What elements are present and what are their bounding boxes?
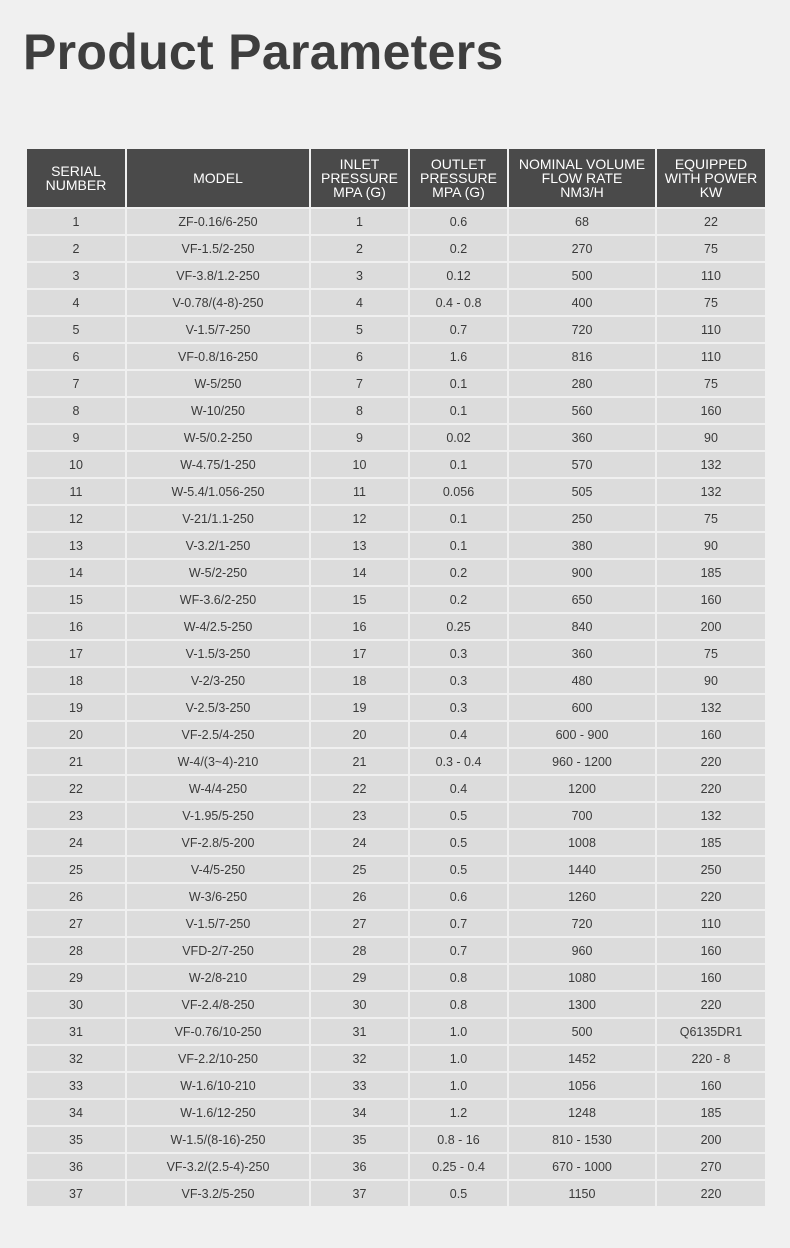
cell-serial-number: 29	[26, 964, 126, 991]
cell-inlet-pressure: 32	[310, 1045, 409, 1072]
cell-serial-number: 6	[26, 343, 126, 370]
cell-inlet-pressure: 5	[310, 316, 409, 343]
cell-outlet-pressure: 0.5	[409, 802, 508, 829]
column-header-line: NOMINAL VOLUME	[518, 156, 646, 172]
table-row	[26, 667, 766, 694]
table-row	[26, 1099, 766, 1126]
column-header-line: MPA (G)	[333, 184, 386, 200]
table-row	[26, 640, 766, 667]
cell-model: V-0.78/(4-8)-250	[126, 289, 310, 316]
table-row	[26, 424, 766, 451]
column-header-line: EQUIPPED	[674, 156, 748, 172]
cell-serial-number: 19	[26, 694, 126, 721]
cell-serial-number: 25	[26, 856, 126, 883]
cell-nominal-flow-rate: 1300	[508, 991, 656, 1018]
cell-model: VF-0.8/16-250	[126, 343, 310, 370]
cell-equipped-power: 75	[656, 289, 766, 316]
cell-model: VF-2.8/5-200	[126, 829, 310, 856]
column-header-serial-number	[26, 148, 126, 208]
cell-nominal-flow-rate: 600	[508, 694, 656, 721]
cell-inlet-pressure: 34	[310, 1099, 409, 1126]
cell-model: W-1.6/12-250	[126, 1099, 310, 1126]
cell-outlet-pressure: 0.02	[409, 424, 508, 451]
cell-equipped-power: 132	[656, 478, 766, 505]
cell-inlet-pressure: 13	[310, 532, 409, 559]
cell-nominal-flow-rate: 960 - 1200	[508, 748, 656, 775]
cell-serial-number: 5	[26, 316, 126, 343]
cell-inlet-pressure: 28	[310, 937, 409, 964]
table-row	[26, 829, 766, 856]
cell-outlet-pressure: 1.0	[409, 1045, 508, 1072]
cell-serial-number: 20	[26, 721, 126, 748]
column-header-line: KW	[699, 184, 723, 200]
cell-outlet-pressure: 0.5	[409, 829, 508, 856]
cell-nominal-flow-rate: 1150	[508, 1180, 656, 1207]
cell-equipped-power: 75	[656, 505, 766, 532]
cell-equipped-power: 185	[656, 829, 766, 856]
cell-equipped-power: 22	[656, 208, 766, 235]
cell-outlet-pressure: 0.1	[409, 532, 508, 559]
cell-inlet-pressure: 24	[310, 829, 409, 856]
table-row	[26, 1153, 766, 1180]
cell-inlet-pressure: 9	[310, 424, 409, 451]
cell-outlet-pressure: 0.6	[409, 883, 508, 910]
cell-equipped-power: 220	[656, 748, 766, 775]
cell-outlet-pressure: 0.4	[409, 775, 508, 802]
cell-outlet-pressure: 0.2	[409, 559, 508, 586]
cell-equipped-power: 132	[656, 694, 766, 721]
table-row	[26, 478, 766, 505]
cell-nominal-flow-rate: 840	[508, 613, 656, 640]
cell-serial-number: 33	[26, 1072, 126, 1099]
cell-model: W-4/4-250	[126, 775, 310, 802]
cell-nominal-flow-rate: 1080	[508, 964, 656, 991]
cell-model: V-1.95/5-250	[126, 802, 310, 829]
cell-nominal-flow-rate: 1200	[508, 775, 656, 802]
column-header-line: WITH POWER	[664, 170, 758, 186]
cell-serial-number: 3	[26, 262, 126, 289]
cell-nominal-flow-rate: 960	[508, 937, 656, 964]
cell-outlet-pressure: 0.6	[409, 208, 508, 235]
cell-nominal-flow-rate: 500	[508, 262, 656, 289]
cell-inlet-pressure: 10	[310, 451, 409, 478]
table-row	[26, 748, 766, 775]
cell-inlet-pressure: 29	[310, 964, 409, 991]
cell-equipped-power: 90	[656, 532, 766, 559]
cell-equipped-power: 160	[656, 397, 766, 424]
cell-outlet-pressure: 1.0	[409, 1018, 508, 1045]
cell-outlet-pressure: 0.2	[409, 235, 508, 262]
cell-serial-number: 4	[26, 289, 126, 316]
cell-equipped-power: 200	[656, 1126, 766, 1153]
table-row	[26, 856, 766, 883]
cell-outlet-pressure: 0.1	[409, 397, 508, 424]
cell-serial-number: 15	[26, 586, 126, 613]
cell-model: V-1.5/7-250	[126, 910, 310, 937]
column-header-line: OUTLET	[430, 156, 487, 172]
cell-inlet-pressure: 14	[310, 559, 409, 586]
cell-outlet-pressure: 0.8	[409, 991, 508, 1018]
cell-outlet-pressure: 0.2	[409, 586, 508, 613]
cell-nominal-flow-rate: 280	[508, 370, 656, 397]
cell-outlet-pressure: 1.2	[409, 1099, 508, 1126]
cell-nominal-flow-rate: 816	[508, 343, 656, 370]
cell-inlet-pressure: 22	[310, 775, 409, 802]
cell-nominal-flow-rate: 900	[508, 559, 656, 586]
cell-equipped-power: 185	[656, 559, 766, 586]
cell-outlet-pressure: 0.7	[409, 910, 508, 937]
cell-equipped-power: 250	[656, 856, 766, 883]
table-row	[26, 208, 766, 235]
cell-inlet-pressure: 26	[310, 883, 409, 910]
cell-serial-number: 24	[26, 829, 126, 856]
cell-model: VF-0.76/10-250	[126, 1018, 310, 1045]
cell-serial-number: 16	[26, 613, 126, 640]
cell-model: V-2.5/3-250	[126, 694, 310, 721]
cell-equipped-power: 220	[656, 1180, 766, 1207]
cell-equipped-power: 160	[656, 1072, 766, 1099]
cell-equipped-power: Q6135DR1	[656, 1018, 766, 1045]
cell-model: V-4/5-250	[126, 856, 310, 883]
cell-model: W-2/8-210	[126, 964, 310, 991]
cell-nominal-flow-rate: 505	[508, 478, 656, 505]
cell-inlet-pressure: 16	[310, 613, 409, 640]
table-row	[26, 991, 766, 1018]
column-header-line: MPA (G)	[432, 184, 485, 200]
cell-model: W-3/6-250	[126, 883, 310, 910]
cell-serial-number: 21	[26, 748, 126, 775]
table-row	[26, 1018, 766, 1045]
table-row	[26, 397, 766, 424]
cell-nominal-flow-rate: 500	[508, 1018, 656, 1045]
cell-inlet-pressure: 30	[310, 991, 409, 1018]
cell-model: W-4/2.5-250	[126, 613, 310, 640]
table-row	[26, 775, 766, 802]
cell-model: V-1.5/3-250	[126, 640, 310, 667]
table-row	[26, 721, 766, 748]
cell-equipped-power: 75	[656, 235, 766, 262]
cell-serial-number: 35	[26, 1126, 126, 1153]
cell-model: VF-2.2/10-250	[126, 1045, 310, 1072]
table-row	[26, 343, 766, 370]
cell-nominal-flow-rate: 810 - 1530	[508, 1126, 656, 1153]
cell-equipped-power: 110	[656, 262, 766, 289]
cell-outlet-pressure: 0.12	[409, 262, 508, 289]
cell-equipped-power: 90	[656, 667, 766, 694]
cell-equipped-power: 270	[656, 1153, 766, 1180]
column-header-inlet-pressure	[310, 148, 409, 208]
cell-inlet-pressure: 11	[310, 478, 409, 505]
cell-outlet-pressure: 0.3	[409, 667, 508, 694]
cell-outlet-pressure: 0.8 - 16	[409, 1126, 508, 1153]
cell-serial-number: 11	[26, 478, 126, 505]
cell-model: W-5/250	[126, 370, 310, 397]
cell-equipped-power: 75	[656, 640, 766, 667]
table-header	[26, 148, 766, 208]
cell-equipped-power: 160	[656, 586, 766, 613]
cell-equipped-power: 75	[656, 370, 766, 397]
cell-inlet-pressure: 6	[310, 343, 409, 370]
cell-inlet-pressure: 1	[310, 208, 409, 235]
header-row	[26, 148, 766, 208]
cell-serial-number: 13	[26, 532, 126, 559]
cell-outlet-pressure: 0.25 - 0.4	[409, 1153, 508, 1180]
cell-model: V-3.2/1-250	[126, 532, 310, 559]
cell-model: W-4/(3~4)-210	[126, 748, 310, 775]
cell-equipped-power: 220 - 8	[656, 1045, 766, 1072]
cell-inlet-pressure: 23	[310, 802, 409, 829]
table-row	[26, 910, 766, 937]
cell-outlet-pressure: 0.4 - 0.8	[409, 289, 508, 316]
cell-outlet-pressure: 0.25	[409, 613, 508, 640]
column-header-line: INLET	[339, 156, 380, 172]
cell-model: VF-3.2/5-250	[126, 1180, 310, 1207]
cell-nominal-flow-rate: 270	[508, 235, 656, 262]
cell-equipped-power: 132	[656, 451, 766, 478]
table-row	[26, 937, 766, 964]
cell-serial-number: 31	[26, 1018, 126, 1045]
cell-serial-number: 10	[26, 451, 126, 478]
cell-nominal-flow-rate: 600 - 900	[508, 721, 656, 748]
cell-outlet-pressure: 0.5	[409, 856, 508, 883]
table-body	[26, 208, 766, 1207]
cell-serial-number: 2	[26, 235, 126, 262]
cell-outlet-pressure: 0.3 - 0.4	[409, 748, 508, 775]
cell-outlet-pressure: 0.1	[409, 505, 508, 532]
table-row	[26, 262, 766, 289]
column-header-nominal-flow-rate	[508, 148, 656, 208]
cell-model: W-1.6/10-210	[126, 1072, 310, 1099]
cell-nominal-flow-rate: 650	[508, 586, 656, 613]
cell-inlet-pressure: 18	[310, 667, 409, 694]
cell-serial-number: 37	[26, 1180, 126, 1207]
cell-inlet-pressure: 21	[310, 748, 409, 775]
cell-outlet-pressure: 0.5	[409, 1180, 508, 1207]
cell-nominal-flow-rate: 400	[508, 289, 656, 316]
cell-inlet-pressure: 31	[310, 1018, 409, 1045]
cell-equipped-power: 110	[656, 910, 766, 937]
cell-equipped-power: 160	[656, 964, 766, 991]
cell-inlet-pressure: 7	[310, 370, 409, 397]
cell-inlet-pressure: 27	[310, 910, 409, 937]
column-header-line: SERIAL	[51, 163, 101, 179]
cell-model: VF-2.4/8-250	[126, 991, 310, 1018]
cell-nominal-flow-rate: 380	[508, 532, 656, 559]
cell-model: W-1.5/(8-16)-250	[126, 1126, 310, 1153]
cell-model: W-4.75/1-250	[126, 451, 310, 478]
cell-nominal-flow-rate: 720	[508, 316, 656, 343]
cell-inlet-pressure: 12	[310, 505, 409, 532]
cell-serial-number: 8	[26, 397, 126, 424]
cell-serial-number: 14	[26, 559, 126, 586]
cell-model: VF-3.2/(2.5-4)-250	[126, 1153, 310, 1180]
cell-serial-number: 28	[26, 937, 126, 964]
table-row	[26, 802, 766, 829]
cell-outlet-pressure: 1.0	[409, 1072, 508, 1099]
table-row	[26, 883, 766, 910]
cell-nominal-flow-rate: 560	[508, 397, 656, 424]
cell-equipped-power: 132	[656, 802, 766, 829]
cell-nominal-flow-rate: 700	[508, 802, 656, 829]
table-row	[26, 370, 766, 397]
cell-nominal-flow-rate: 250	[508, 505, 656, 532]
cell-inlet-pressure: 20	[310, 721, 409, 748]
cell-model: V-1.5/7-250	[126, 316, 310, 343]
table-row	[26, 559, 766, 586]
table-row	[26, 532, 766, 559]
cell-nominal-flow-rate: 1248	[508, 1099, 656, 1126]
column-header-model	[126, 148, 310, 208]
cell-model: V-21/1.1-250	[126, 505, 310, 532]
cell-inlet-pressure: 8	[310, 397, 409, 424]
cell-outlet-pressure: 0.056	[409, 478, 508, 505]
table-row	[26, 316, 766, 343]
cell-nominal-flow-rate: 1452	[508, 1045, 656, 1072]
cell-outlet-pressure: 0.3	[409, 640, 508, 667]
column-header-outlet-pressure	[409, 148, 508, 208]
table-row	[26, 694, 766, 721]
table-row	[26, 1126, 766, 1153]
cell-outlet-pressure: 0.1	[409, 370, 508, 397]
cell-model: ZF-0.16/6-250	[126, 208, 310, 235]
cell-nominal-flow-rate: 670 - 1000	[508, 1153, 656, 1180]
cell-outlet-pressure: 1.6	[409, 343, 508, 370]
cell-outlet-pressure: 0.1	[409, 451, 508, 478]
cell-inlet-pressure: 33	[310, 1072, 409, 1099]
cell-nominal-flow-rate: 480	[508, 667, 656, 694]
cell-equipped-power: 220	[656, 991, 766, 1018]
cell-model: W-5/2-250	[126, 559, 310, 586]
cell-inlet-pressure: 4	[310, 289, 409, 316]
column-header-line: NM3/H	[560, 184, 604, 200]
cell-serial-number: 18	[26, 667, 126, 694]
cell-equipped-power: 110	[656, 316, 766, 343]
cell-equipped-power: 220	[656, 883, 766, 910]
cell-model: W-10/250	[126, 397, 310, 424]
table-row	[26, 289, 766, 316]
column-header-line: NUMBER	[45, 177, 107, 193]
cell-model: W-5/0.2-250	[126, 424, 310, 451]
cell-nominal-flow-rate: 720	[508, 910, 656, 937]
table-row	[26, 1180, 766, 1207]
cell-outlet-pressure: 0.8	[409, 964, 508, 991]
cell-model: VFD-2/7-250	[126, 937, 310, 964]
cell-serial-number: 17	[26, 640, 126, 667]
table-row	[26, 1072, 766, 1099]
cell-model: V-2/3-250	[126, 667, 310, 694]
cell-serial-number: 27	[26, 910, 126, 937]
cell-inlet-pressure: 2	[310, 235, 409, 262]
cell-equipped-power: 200	[656, 613, 766, 640]
table-row	[26, 451, 766, 478]
cell-equipped-power: 220	[656, 775, 766, 802]
cell-outlet-pressure: 0.7	[409, 937, 508, 964]
table-row	[26, 613, 766, 640]
cell-equipped-power: 90	[656, 424, 766, 451]
cell-equipped-power: 160	[656, 721, 766, 748]
cell-inlet-pressure: 37	[310, 1180, 409, 1207]
table-row	[26, 505, 766, 532]
table-row	[26, 586, 766, 613]
cell-inlet-pressure: 3	[310, 262, 409, 289]
page-title: Product Parameters	[23, 24, 504, 80]
cell-inlet-pressure: 36	[310, 1153, 409, 1180]
product-parameters-table	[25, 147, 767, 1208]
cell-serial-number: 22	[26, 775, 126, 802]
cell-nominal-flow-rate: 360	[508, 640, 656, 667]
cell-nominal-flow-rate: 570	[508, 451, 656, 478]
column-header-line: MODEL	[193, 170, 243, 186]
cell-equipped-power: 110	[656, 343, 766, 370]
cell-inlet-pressure: 15	[310, 586, 409, 613]
cell-serial-number: 12	[26, 505, 126, 532]
cell-serial-number: 32	[26, 1045, 126, 1072]
cell-model: WF-3.6/2-250	[126, 586, 310, 613]
cell-serial-number: 23	[26, 802, 126, 829]
cell-serial-number: 30	[26, 991, 126, 1018]
column-header-line: PRESSURE	[419, 170, 498, 186]
cell-equipped-power: 160	[656, 937, 766, 964]
cell-nominal-flow-rate: 1440	[508, 856, 656, 883]
cell-serial-number: 9	[26, 424, 126, 451]
cell-nominal-flow-rate: 68	[508, 208, 656, 235]
cell-model: VF-1.5/2-250	[126, 235, 310, 262]
cell-inlet-pressure: 25	[310, 856, 409, 883]
cell-inlet-pressure: 35	[310, 1126, 409, 1153]
cell-serial-number: 26	[26, 883, 126, 910]
cell-model: VF-2.5/4-250	[126, 721, 310, 748]
cell-serial-number: 7	[26, 370, 126, 397]
column-header-line: PRESSURE	[320, 170, 399, 186]
column-header-line: FLOW RATE	[541, 170, 623, 186]
cell-outlet-pressure: 0.3	[409, 694, 508, 721]
cell-serial-number: 1	[26, 208, 126, 235]
cell-outlet-pressure: 0.7	[409, 316, 508, 343]
cell-nominal-flow-rate: 1008	[508, 829, 656, 856]
column-header-equipped-power	[656, 148, 766, 208]
cell-nominal-flow-rate: 1056	[508, 1072, 656, 1099]
table-row	[26, 964, 766, 991]
cell-inlet-pressure: 17	[310, 640, 409, 667]
cell-serial-number: 34	[26, 1099, 126, 1126]
cell-outlet-pressure: 0.4	[409, 721, 508, 748]
cell-serial-number: 36	[26, 1153, 126, 1180]
table-row	[26, 235, 766, 262]
cell-model: VF-3.8/1.2-250	[126, 262, 310, 289]
cell-model: W-5.4/1.056-250	[126, 478, 310, 505]
cell-inlet-pressure: 19	[310, 694, 409, 721]
table-row	[26, 1045, 766, 1072]
cell-nominal-flow-rate: 1260	[508, 883, 656, 910]
cell-equipped-power: 185	[656, 1099, 766, 1126]
cell-nominal-flow-rate: 360	[508, 424, 656, 451]
